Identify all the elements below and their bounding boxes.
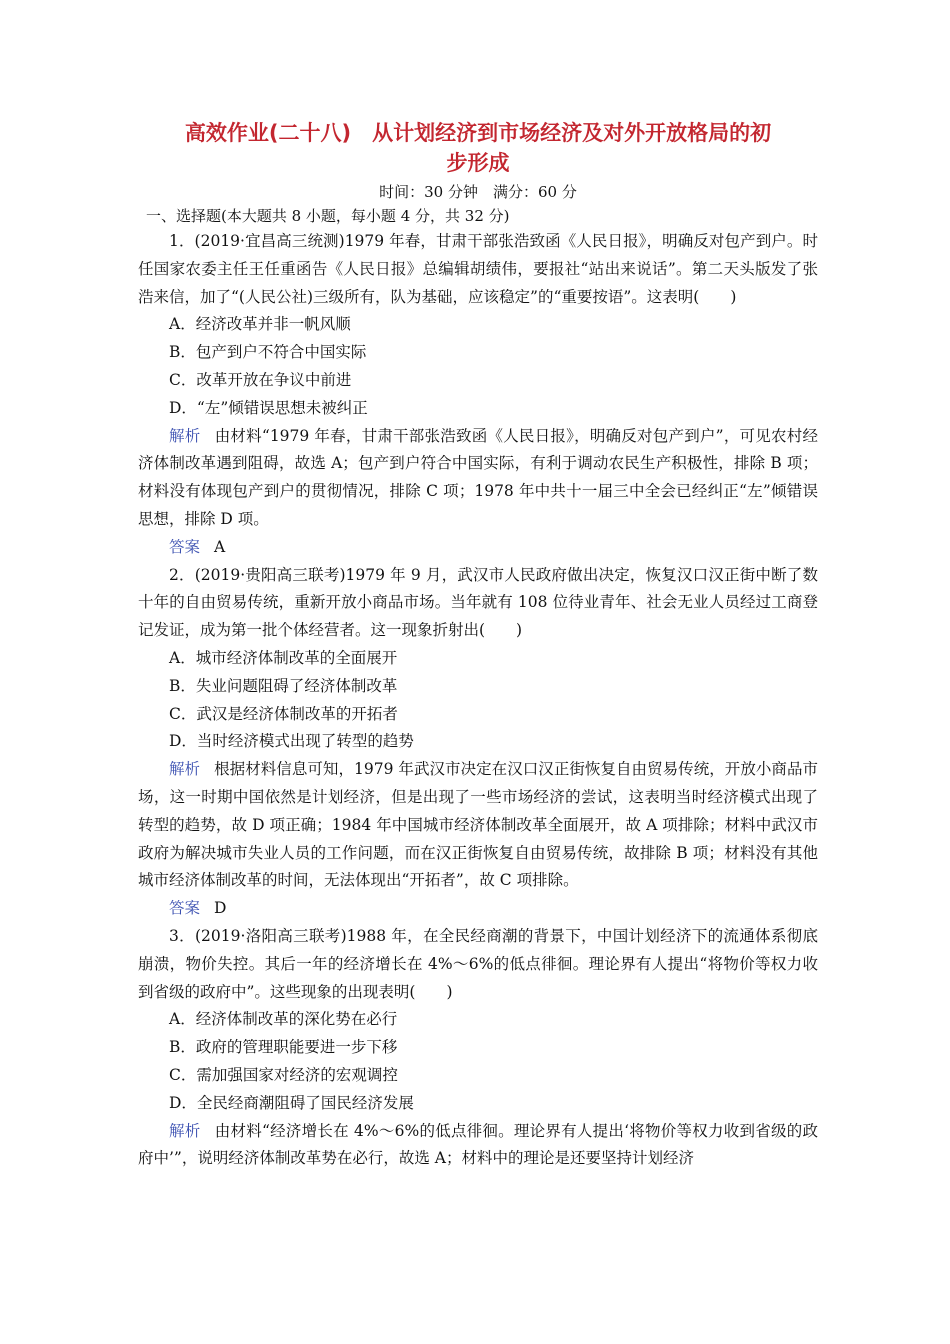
question-stem: 2．(2019·贵阳高三联考)1979 年 9 月，武汉市人民政府做出决定，恢复汉口汉正街中断了数十年的自由贸易传统，重新开放小商品市场。当年就有 108 位待业青年、社会无业人员经过工商登记发证，成为第一批个体经营者。这一现象折射出( ) bbox=[138, 565, 818, 640]
question-stem: 3．(2019·洛阳高三联考)1988 年，在全民经商潮的背景下，中国计划经济下的流通体系彻底崩溃，物价失控。其后一年的经济增长在 4%～6%的低点徘徊。理论界有人提出“将物价等权力收到省级的政府中”。这些现象的出现表明( ) bbox=[138, 926, 818, 1001]
explanation-text: 由材料“1979 年春，甘肃干部张浩致函《人民日报》，明确反对包产到户”，可见农村经济体制改革遇到阻碍，故选 A；包产到户符合中国实际，有利于调动农民生产积极性，排除 B 项；材料没有体现包产到户的贯彻情况，排除 C 项；1978 年中共十一届三中全会已经纠正“左”倾错误思想，排除 D 项。 bbox=[138, 426, 818, 528]
explanation-label: 解析 bbox=[169, 426, 201, 445]
option-b: B．政府的管理职能要进一步下移 bbox=[169, 1038, 398, 1057]
question-stem: 1．(2019·宜昌高三统测)1979 年春，甘肃干部张浩致函《人民日报》，明确反对包产到户。时任国家农委主任王任重函告《人民日报》总编辑胡绩伟，要报社“站出来说话”。第二天头版发了张浩来信，加了“(人民公社)三级所有，队为基础，应该稳定”的“重要按语”。这表明( ) bbox=[138, 232, 818, 306]
explanation bbox=[138, 1118, 818, 1174]
option-a: A．经济体制改革的深化势在必行 bbox=[169, 1010, 398, 1029]
answer bbox=[138, 895, 818, 923]
question-2 bbox=[138, 562, 818, 923]
explanation bbox=[138, 423, 818, 534]
option-a: A．经济改革并非一帆风顺 bbox=[169, 315, 351, 334]
title-line-1: 高效作业(二十八) 从计划经济到市场经济及对外开放格局的初 bbox=[184, 121, 772, 145]
option-c: C．武汉是经济体制改革的开拓者 bbox=[169, 704, 398, 723]
explanation-label: 解析 bbox=[169, 760, 201, 779]
explanation-text: 根据材料信息可知，1979 年武汉市决定在汉口汉正街恢复自由贸易传统，开放小商品市场，这一时期中国依然是计划经济，但是出现了一些市场经济的尝试，这表明当时经济模式出现了转型的趋势，故 D 项正确；1984 年中国城市经济体制改革全面展开，故 A 项排除；材料中武汉市政府为解决城市失业人员的工作问题，而在汉正街恢复自由贸易传统，故排除 B 项；材料没有其他城市经济体制改革的时间，无法体现出“开拓者”，故 C 项排除。 bbox=[138, 760, 818, 890]
answer-label: 答案 bbox=[169, 537, 201, 556]
page-title bbox=[138, 118, 818, 178]
option-c: C．改革开放在争议中前进 bbox=[169, 370, 352, 389]
option-d: D．当时经济模式出现了转型的趋势 bbox=[169, 732, 414, 751]
option-d: D．“左”倾错误思想未被纠正 bbox=[169, 398, 368, 417]
time-score-info: 时间：30 分钟 满分：60 分 bbox=[379, 183, 577, 201]
option-a: A．城市经济体制改革的全面展开 bbox=[169, 648, 398, 667]
option-b: B．包产到户不符合中国实际 bbox=[169, 343, 367, 362]
answer-value: D bbox=[214, 899, 227, 918]
option-b: B．失业问题阻碍了经济体制改革 bbox=[169, 676, 398, 695]
explanation-label: 解析 bbox=[169, 1121, 201, 1140]
option-c: C．需加强国家对经济的宏观调控 bbox=[169, 1065, 398, 1084]
question-3 bbox=[138, 923, 818, 1173]
document-page bbox=[138, 118, 818, 1173]
explanation-text: 由材料“经济增长在 4%～6%的低点徘徊。理论界有人提出‘将物价等权力收到省级的政府中’”，说明经济体制改革势在必行，故选 A；材料中的理论是还要坚持计划经济 bbox=[138, 1121, 818, 1168]
question-1 bbox=[138, 228, 818, 562]
answer-value: A bbox=[214, 537, 226, 556]
explanation bbox=[138, 756, 818, 895]
section-heading: 一、选择题(本大题共 8 小题，每小题 4 分，共 32 分) bbox=[146, 207, 510, 225]
option-d: D．全民经商潮阻碍了国民经济发展 bbox=[169, 1093, 414, 1112]
answer bbox=[138, 534, 818, 562]
answer-label: 答案 bbox=[169, 899, 201, 918]
title-line-2: 步形成 bbox=[446, 151, 510, 175]
